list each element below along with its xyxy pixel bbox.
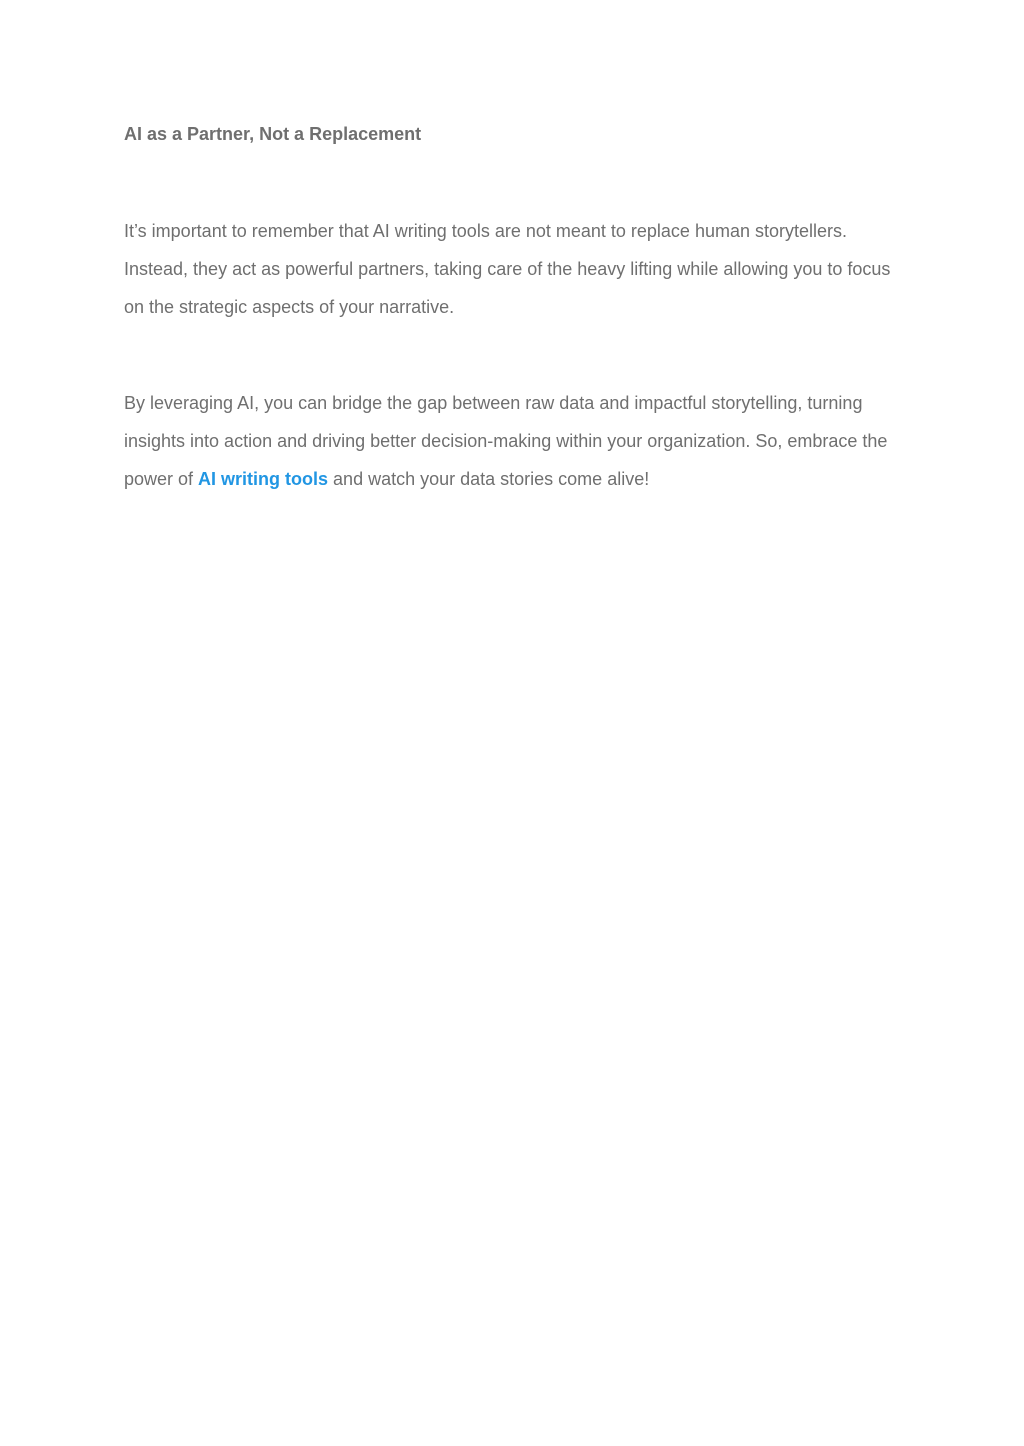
- ai-writing-tools-link[interactable]: AI writing tools: [198, 469, 329, 489]
- paragraph-partner: It’s important to remember that AI writing tools are not meant to replace human storytellers. Instead, they act as powerful partners, taking care of the heavy lifting while allowing you to focus on the strategic aspects of your narrative.: [124, 221, 891, 317]
- paragraph-conclusion-text-end: and watch your data stories come alive!: [328, 469, 650, 489]
- paragraph-conclusion: [124, 384, 904, 498]
- paragraph-conclusion-text-start: By leveraging AI, you can bridge the gap between raw data and impactful storytelling, turning insights into action and driving better decision-making within your organization. So, embrace the power of: [124, 393, 888, 489]
- section-heading: AI as a Partner, Not a Replacement: [124, 124, 422, 144]
